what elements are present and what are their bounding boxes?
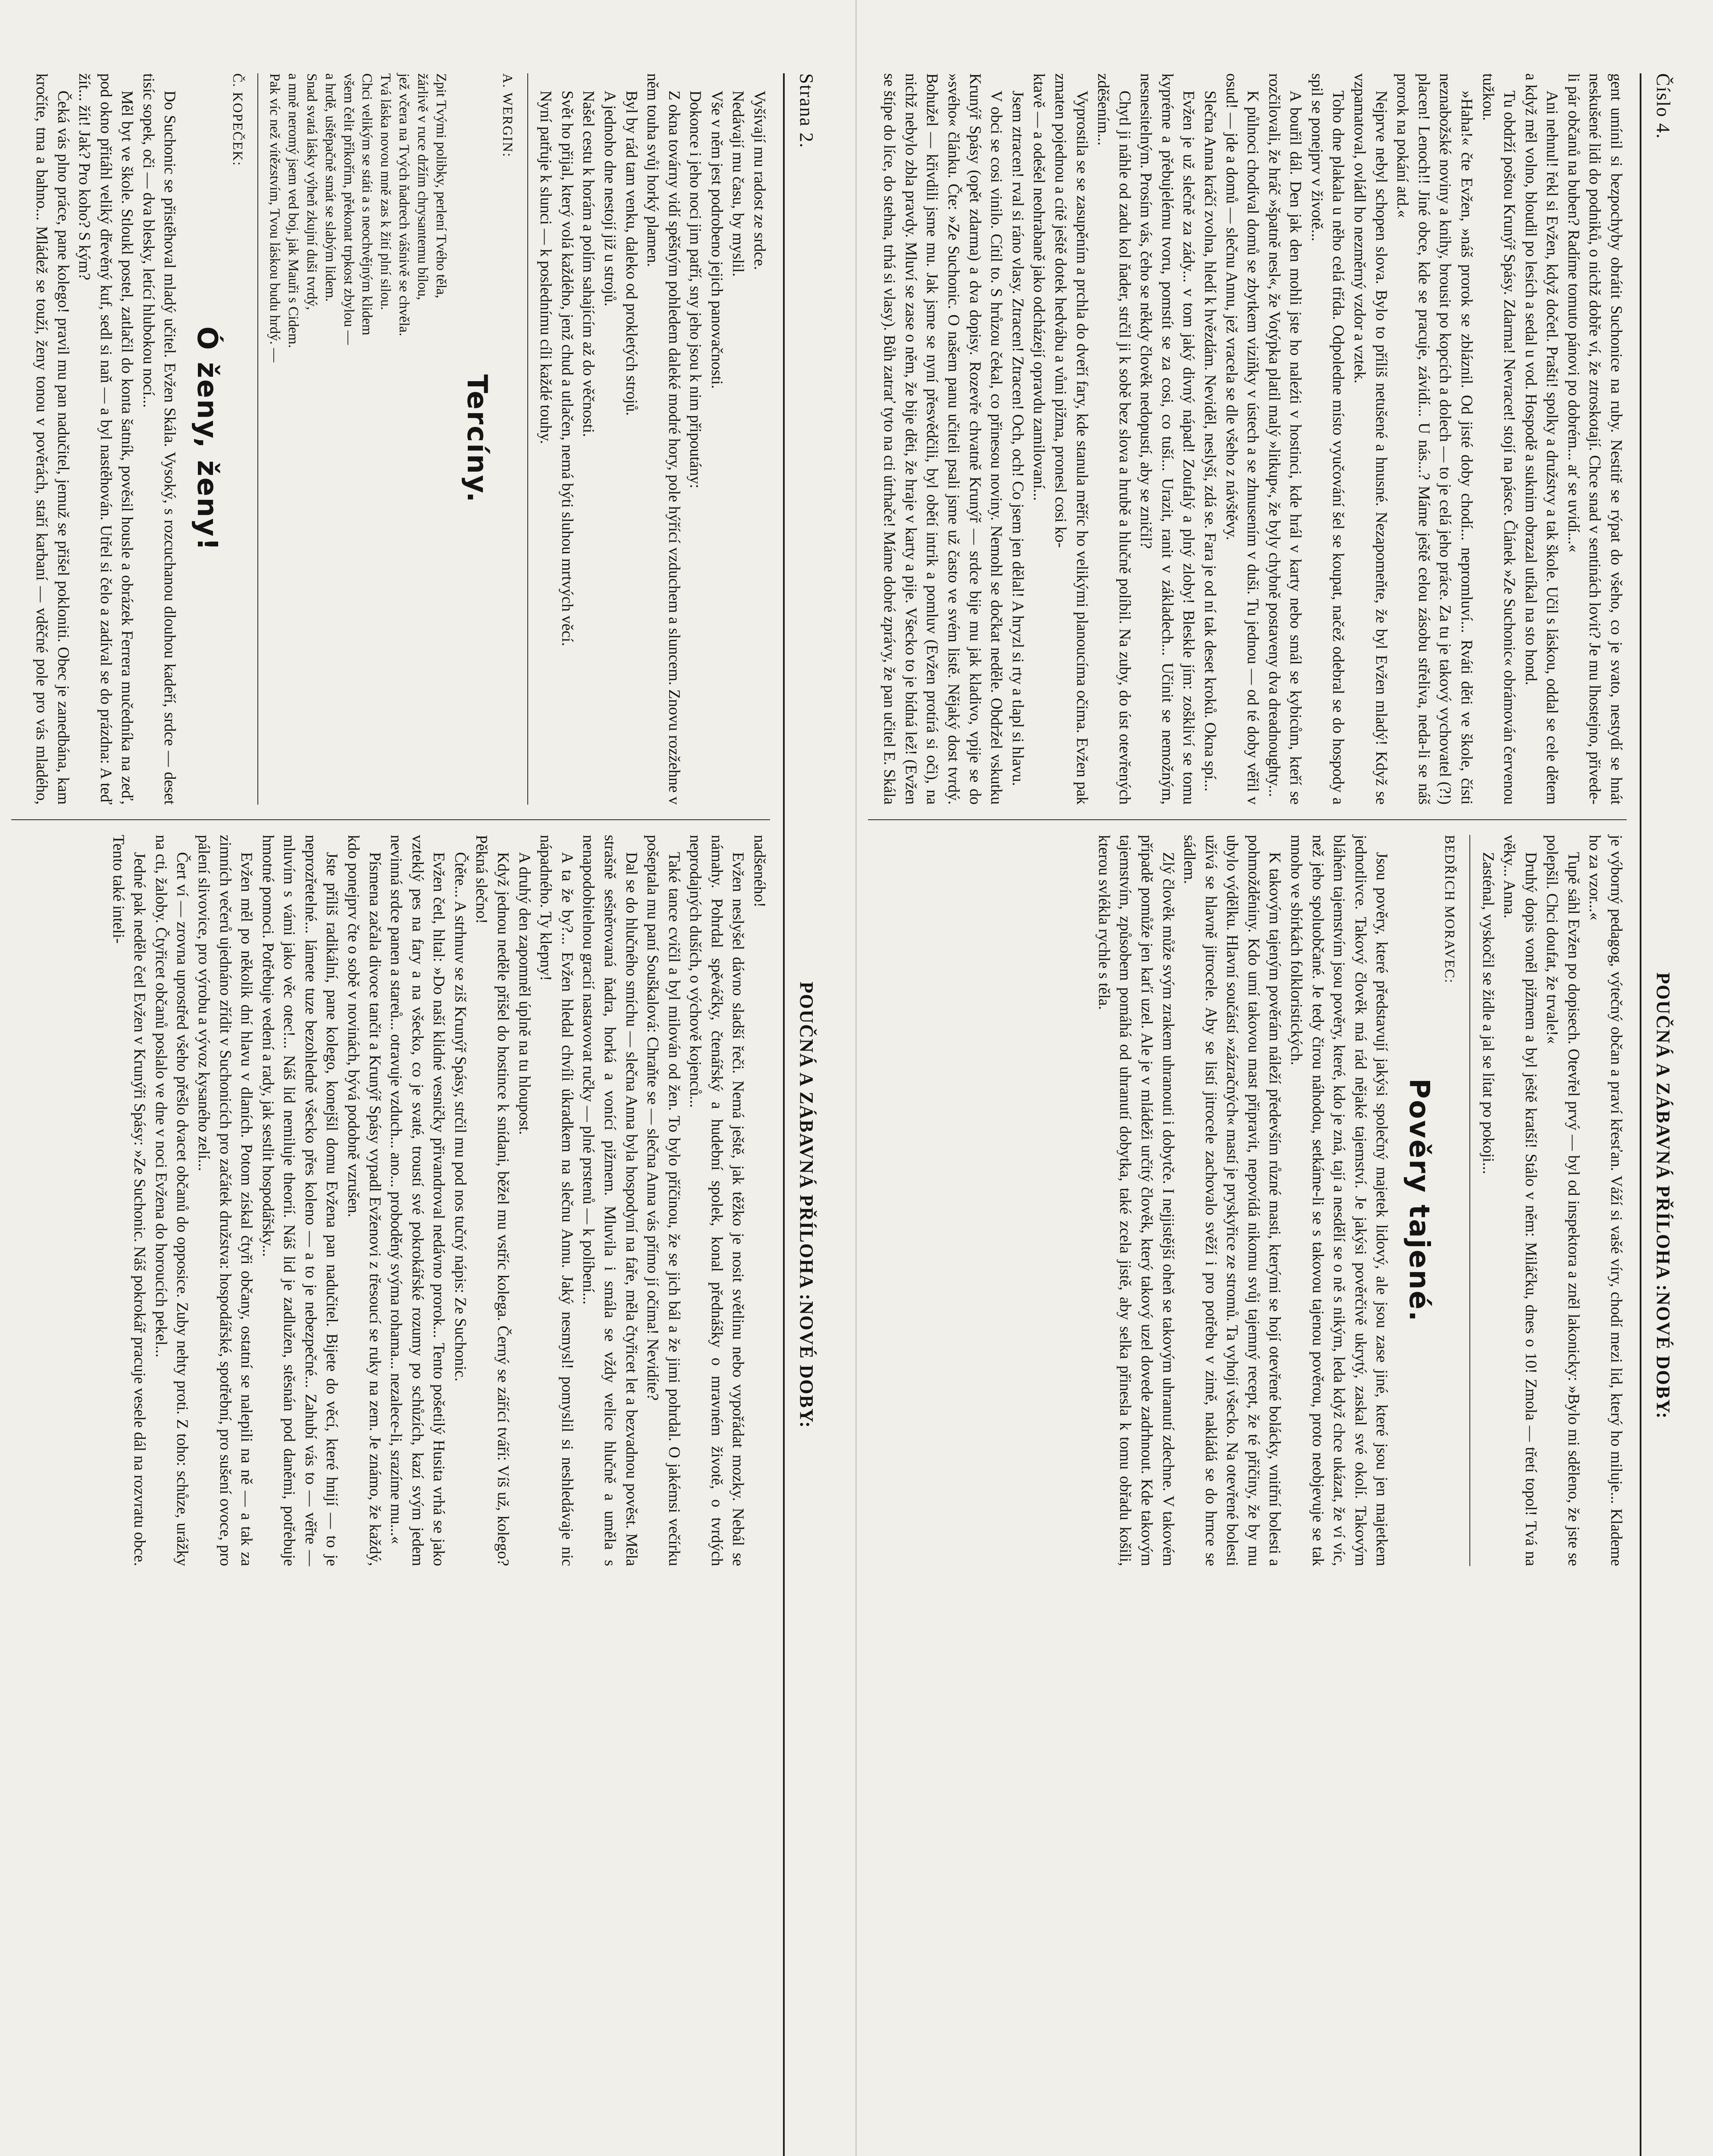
paragraph: Svět ho přijal, který volá každého, jenž chud a utlačen, nemá býti sluhou mrtvých věcí. [558,91,576,646]
poem-line: a hrdě, uštěpačně smát se slabým lidem. [322,73,338,302]
poem-line: Pak víc než vítězstvím, Tvou láskou budu hrdý. — [267,73,282,363]
page-strana-2 [0,0,856,2156]
paragraph: Tu obdrží poštou Krunýř Spásy. Zdarma! Nevracet! stojí na pásce. Článek »Ze Suchonic« obrámován červenou tužkou. [1479,73,1519,805]
header-rule [1640,73,1641,2156]
paragraph: K půlnoci chodíval domů se zbytkem viziňky v ústech a se zhnusením v duši. Tu jednou — od té doby věřil v osud! — jde a domů — slečnu Annu, jež vracela se dle všeho z návštěvy. [1222,73,1262,805]
page-header [1644,73,1674,2156]
paragraph: Vyprostila se se zasupěním a prchla do dveří fary, kde stanula měříc ho velikými planoucíma očima. Evžen pak zmaten pojednou a cítě ještě dotek hedvábu a vůni pižma, pronesl cosi ko- [1051,73,1091,805]
paragraph: Měl byt ve škole. Stloukl postel, zatlačil do konta šatník, pověsil housle a obrázek Ferrera mučedníka na zeď, pod okno přitáhl veliký dřevěný kuf, sedl si naň — a byl nastěhován. Utřel si čelo a zadíval se do prázdna: A teď žít... žít! Jak? Pro koho? S kým? [75,73,136,805]
paragraph: gent umínil si bezpochyby obrátit Suchonice na ruby. Nestitř se rýpat do všeho, co je svato, nestydí se hnát neskušené lidi do podniků, o nichž dobře ví, že ztroskotají. Chce snad v sentinách lovit? Je mu lhostejno, přivede-li pár občanů na buben? Radíme tomuto pánovi po dobrém... ať se uvidí...« [1564,73,1625,805]
poem-line: Chci velikým se státi a s neochvějným klidem [359,73,375,335]
poem-heading: Tercíny. [460,374,493,504]
paragraph: Nedávají mu času, by myslil. [729,91,747,277]
poem-line: jež včera na Tvých ňadrech vášnivě se chvěla. [396,73,412,336]
page-label: Strana 2. [796,73,817,149]
paragraph: A bouřil dál. Den jak den mohli jste ho naleźti v hostinci, kde hrál v karty nebo smál se kybicům, kteří se rozčilovali, že hráč »špatně nesl«, že Votýpka platil malý »litkup«, že byly chybně postaveny dva dreadnoughty... [1265,73,1305,805]
paragraph: Písmena začala divoce tančit a Krunýř Spásy vypadl Evženovi z třesoucí se ruky na zem. Je známo, že každý, kdo ponejprv čte o sobě v novinách, bývá podobně vzrušen. [344,835,384,1566]
poem-line: Tvá láska novou mně zas k žití plní silou. [378,73,394,310]
paragraph: K takovým tajeným pověrám náleží především různé masti, kterými se hojí otevřené bolácky, vnitřní bolesti a pohmožděniny. Kdo umí takovou mast připravit, nepovídá nikomu svůj tajemný recept, že té přičiny, že by mu ubylo výdělku. Hlavní součástí »zázračných« mastí je pryskyřice ze stromů. Ta vyhojí všecko. Na otevřené bolesti užívá se hlavně jitrocele. Aby se listí jitrocele zachovalo svěží i pro potřebu v zimě, nakládá se do hrnce se sádlem. [1181,835,1284,1566]
paragraph: Evžen četl, hltal: »Do naší klidné vesničky přivandroval nedávno prorok... Tento pošetilý Husita vrhá se jako vzteklý pes na fary a na všecko, co je svaté, troustí své pokrokářské rozumy po schůzích, kazí svým jedem nevinná srdce panen a stareů... otravuje vzduch... ano... proboděný svýma rohama... nezalece-li, srazíme mu...« [387,835,448,1566]
paragraph: Vše v něm jest podrobeno jejich panovačnosti. [708,91,726,389]
page-strana-3 [857,0,1713,2156]
poem-line: Snad svatá lásky výheň zkujní duši tvrdý, [304,73,319,310]
issue-number: Číslo 4. [1653,73,1674,139]
paragraph: Čert ví — zrovna uprostřed všeho přešlo dvacet občanů do opposice. Zuby nehty proti. Z toho: schůze, urážky na cti, žaloby. Čtyřicet občanů poslalo ve dne v noci Evžena do horoucích pekel... [152,835,191,1566]
article-heading: Pověry tajené. [1403,1078,1435,1322]
paragraph: Jsem ztracen! rval si ráno vlasy. Ztracen! Ztracen! Och, och! Co jsem jen dělal! A hryzl si rty a tlapl si hlavu. [1008,91,1027,786]
paragraph: Čtěte... A strhnuv se ziš Krunýř Spásy, strčil mu pod nos tučný nápis: Ze Suchonic. [451,852,469,1382]
paragraph: Vyšívají mu radost ze srdce. [751,91,768,270]
paragraph: Nejprve nebyl schopen slova. Bylo to příliš netušené a hnusné. Nezapomeňte, že byl Evžen mladý! Když se vzpamatoval, ovládl ho nezměrný vzdor a vztek. [1351,73,1390,805]
paragraph: Zlý člověk může svým zrakem uhranouti i dobytče. I nejjistější oheň se takovým uhranutí zdechne. V takovém případě pomůže jen kaťí uzel. Ale je v mládeži určitý člověk, který takový uzel dovede zadrhnout. Kde takovým tajemstvím, způsobem pomáhá od uhranutí dobytka, také zcela jistě, aby selka přinesla k tomu obřadu košili, kterou svlékla rychle s těla. [1095,835,1177,1566]
paragraph: Evžen je už slečně za zády... v tom jaký divný nápad! Zoufalý a plný zloby! Bleskle jím: zoškliví se tomu kypréme a přebujelému tvoru, pomstít se za cosi, co tuší... Urazit, ranit v základech... Učinit se nemožným, nesnesitelným. Prosím vás, čeho se někdy člověk nedopustí, aby se zničil? [1137,73,1198,805]
paragraph: Do Suchonic se přistěhoval mladý učitel. Evžen Skála. Vysoký, s rozcuchanou dlouhou kadeří, srdce — deset tisíc sopek, oči — dva blesky, letící hlubokou nocí... [139,73,179,805]
page-header [787,73,817,2156]
paragraph: Jsou pověry, které představují jakýsi společný majetek lidový, ale jsou zase jiné, které jsou jen majetkem jednotlivce. Takový člověk má rád nějaké tajemství. Je jakýsi pověrčivě ukrytý, zaskal své okolí. Takovým bláhém tajemstvím jsou pověry, které, kdo je zná, tají a nesdělí se o ně s nikým, leda když chce ukázat, že ví víc, než jeho spoluobčané. Je tedy čirou náhodou, setkáme-li se s takovou tajenou pověrou, proto neobjevuje se tak mnoho ve sbírkách folkloristických. [1287,835,1391,1566]
paragraph: Tupě sáhl Evžen po dopisech. Otevřel prvý — byl od inspektora a zněl lakonicky: »Bylo mi sděleno, že jste se polepšil. Chci doufat, že trvale!« [1543,835,1582,1566]
paragraph: Druhý dopis voněl pižmem a byl ještě kratší! Stálo v něm: Miláčku, dnes o 10! Zmola — třetí topol! Tvá na věky... Anna. [1500,835,1540,1566]
supplement-title: POUČNÁ A ZÁBAVNÁ PŘÍLOHA :NOVÉ DOBY: [796,981,817,1429]
paragraph: Dokonce i jeho noci jim patří, sny jeho jsou k nim připoutány: [686,91,705,489]
paragraph: A jednoho dne nestojí již u strojů. [601,91,619,307]
paragraph: Evžen měl po několik dní hlavu v dlaních. Potom získal čtyři občany, ostatní se nalepili na ně — a tak za zimních večerů ujednáno zřídit v Suchonicích pro začátek družstva: hospodářské, spotřební, pro sušení ovoce, pro pálení slivovice, pro výrobu a vývoz kysaného zelí... [194,835,256,1566]
paragraph: A druhý den zapomněl úplně na tu hloupost. [515,852,533,1135]
paragraph: V obci se cosi vinilo. Cítil to. S hrůzou čekal, co přinesou noviny. Nemohl se dočkat neděle. Obdržel vskutku Krunýř Spásy (opět zdarma) a dva dopisy. Rozevře chvatně Krunýř — srdce bije mu jak kladivo, vpije se do »svého« článku. Čte: »Ze Suchonic. O našem panu učiteli psali jsme už častо ve svém listě. Nějaký dost tvrdý. Bohužel — křivdili jsme mu. Jak jsme se nyní přesvědčili, byl obětí intrik a pomluv (Evžen protírá si oči), na nichž nebylo zbla pravdy. Mluví se zase o něm, že bije děti, že hraje v karty a pije. Všecko to je bídná lež! (Evžen se štípe do líce, do stehna, trhá si vlasy). Bůh zatrať tyto na cti útrhače! Máme dobré zprávy, že pan učitel E. Skála je výborný pedagog, výtečný občan a praví křesťan. Váží si vašé víry, chodí mezi lid, který ho miluje... Klademe ho za vzor...« [880,73,1625,1566]
poem-line: žárlivě v ruce držím chrysantemu bílou, [415,73,431,300]
paragraph: Dal se do hlučného smíchu — slečna Anna byla hospodyní na faře, měla čtyřicet let a bezvadnou pověst. Měla strašně sešněrovaná ňadra, horká a vonící pižmem. Mluvila i smála se vždy velice hlučně a uměla s nenapodobitelnou gracií nastavovat ručky — plné prstenů — k políbení... [579,835,640,1566]
header-rule [783,73,785,2156]
poem-line: všem čelit příkořím, překonat trpkost zbylou — [341,73,357,345]
paragraph: Když jednou neděle přišel do hostince k snídani, běžel mu vstříc kolega. Černý se zářící tváří: Víš už, kolego? Pěkná slečno! [473,835,512,1566]
paragraph: Nyní patřuje k slunci — k poslednímu cíli každé touhy. [537,91,555,444]
story-heading: Ó ženy, ženy! [191,326,223,552]
author-kopecek: Č. KOPEČEK: [230,73,246,166]
paragraph: Našel cestu k horám a polím sahajícím až do věčnosti. [579,91,598,437]
poem-line: Zpit Tvými polibky, perlení Tvého těla, [433,73,449,298]
paragraph: Ani nehnul! řekl si Evžen, když dočetl. Prašti! spolky a družstvy a tak škole. Učil s láskou, oddal se cele dětem a když měl volno, bloudil po lesích a sedal u vod. Hospodě a suknim obrazal utíkal na sto hond. [1522,73,1561,805]
author-wergin: A. WERGIN: [500,73,516,158]
paragraph: Z okna továrny vidí spěšným pohledem daleké modré hory, pole hýřící vzduchem a sluncem. Znovu rozžehne v něm touha svůj horký plamen. [644,73,683,805]
supplement-title: POUČNÁ A ZÁBAVNÁ PŘÍLOHA :NOVÉ DOBY: [1653,972,1674,1420]
article-separator [1469,835,1470,1566]
article-separator [527,73,528,805]
paragraph: Slečna Anna kráčí zvolna, hledí k hvězdám. Neviděl, neslyší, zdá se. Fara je od ní tak deset kroků. Okna spí... [1201,91,1219,792]
paragraph: Chytl ji náhle od zadu kol ňader, strčil ji k sobě bez slova a hrubě a hlučně políbil. Na zuby, do úst otevřených zděšením... [1094,73,1134,805]
paragraph: Jedné pak neděle četl Evžen v Krunýři Spásy: »Ze Suchonic. Náš pokrokář pracuje vesele dál na rozvratu obce. Tento také inteli- [109,835,149,1566]
article-columns [868,73,1627,2156]
paragraph: Také tance cvičil a byl milován od žen. To bylo příčinou, že se jich bál a že jimi pohrdal. O jakémsi večírku pošeptala mu paní Souškalová: Chraňte se — slečna Anna vás přímo jí očima! Nevidíte? [644,835,683,1566]
poem [265,73,450,805]
paragraph: Jste příliš radikální, pane kolego, konejšil domu Evžena pan nadučitel. Bijete do věcí, které hnijí — to je neprozřetelné... lámete tuze bezohledně všecko přes koleno — a to je nebezpečné... Zahubí vás to — věřte — mluvím s vámi jako věc otec!... Náš lid nemiluje theorií. Náš lid je zadlužen, stěsnán pod daněmi, potřebuje hmotné pomoci. Potřebuje vedení a rady, jak sestlit hospodářsky... [259,835,341,1566]
paragraph: Zasténal, vyskočil se židle a jal se lítat po pokoji... [1479,852,1497,1175]
article-columns [11,73,770,2156]
paragraph: Toho dne plakala u něho celá třída. Odpoledne místo vyučování šel se koupat, načež odebral se do hospody a spil se ponejprv v životě... [1308,73,1347,805]
author-moravec: BEDŘICH MORAVEC: [1442,835,1458,984]
paragraph: »Haha!« čte Evžen, »náš prorok se zbláznil. Od jisté doby chodí... nepromluví... Rváti děti ve škole, čísti neznabožské noviny a knihy, brousit po kopcích a dolech — to je celá jeho práce. Za tu je takový vychovatel (?!) placen! Lenoch!! Jiné obce, kde se pracuje, závidí... U nás...? Máme ještě celou zásobu střeliva, neda-li se náš prorok na pokání atd.« [1394,73,1475,805]
article-separator [257,73,258,805]
paragraph: A ta že by?... Evžen hledal chvíli úkradkem na slečnu Annu. Jaký nesmysl! pomyslil si neshledávaje nic nápadného. Ty klepny! [537,835,576,1566]
paragraph: Evžen neslyšel dávno sladší řeči. Nemá ještě, jak těžko je nosit světlinu nebo vypořádat mozky. Nebál se námahy. Pohrdal spěváčky, čtenářský a hudební spolek, konal přednášky o mravném životě, o tvrdých neprodajných duších, o výchově kojenců... [686,835,747,1566]
paragraph: Čeká vás plno práce, pane kolego! pravil mu pan nadučitel, jemuž se přišel pokloniti. Obec je zanedbána, kam kročíte, tma a bahno... Mládež se touží, ženy tonou v pověrách, staří karbaní — vděčné pole pro vás mladého, nadšeného! [33,73,768,908]
paragraph: Byl by rád tam venku, daleko od prokletých strojů. [622,91,640,416]
poem-line: a mně neromý jsem ved boj, jak Mauři s Cidem. [285,73,301,348]
paragraph: ktavě — a odešel neohrabaně jako odcházejí opravdu zamilovaní... [1030,73,1048,501]
